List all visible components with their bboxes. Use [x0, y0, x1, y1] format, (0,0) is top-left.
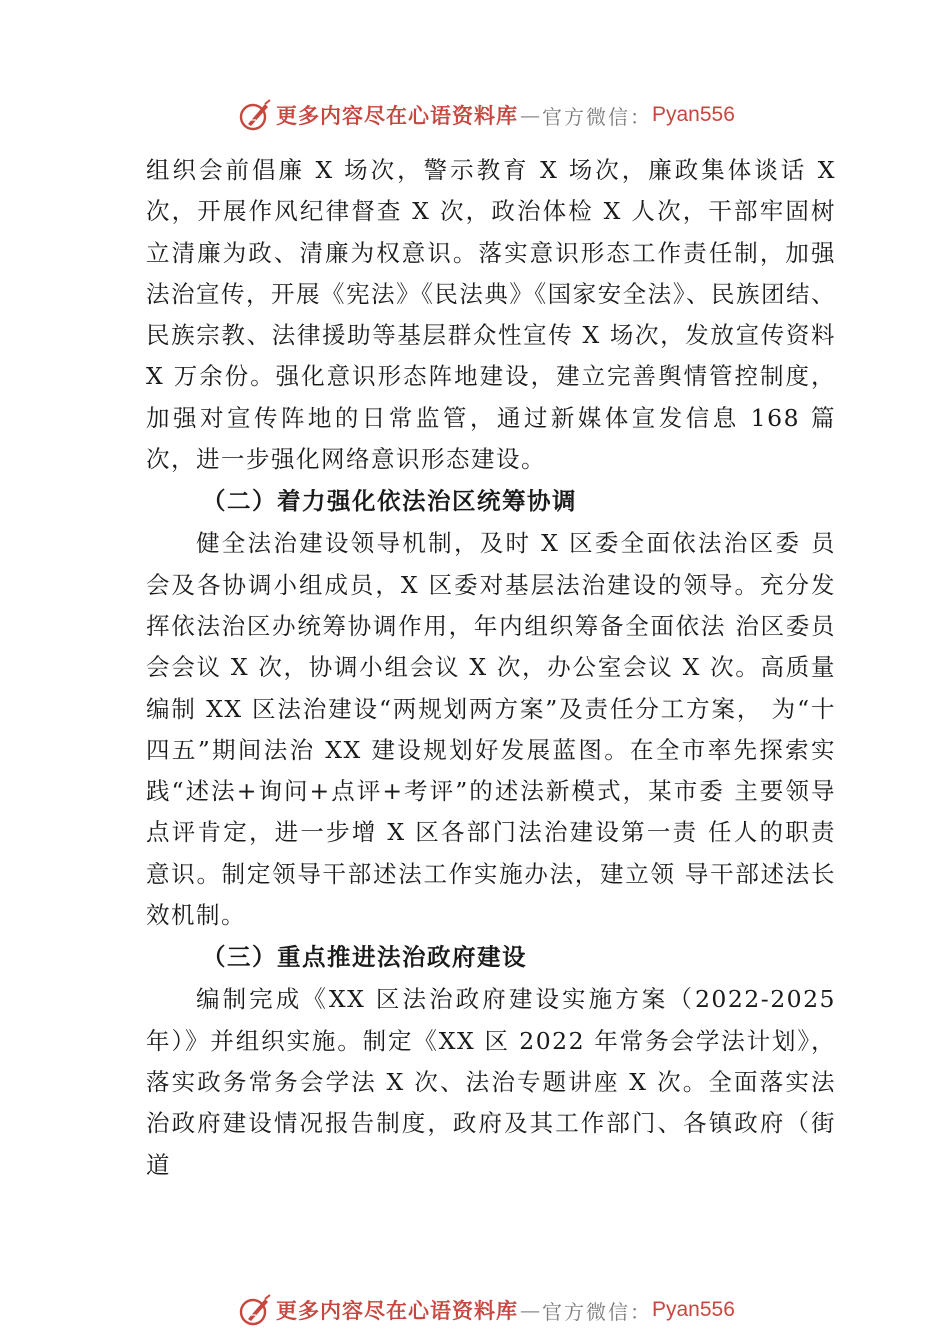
watermark-wechat-id: Pyan556 [652, 103, 735, 126]
watermark-official-label: 官方微信： [542, 104, 652, 129]
paragraph-2: 健全法治建设领导机制，及时 X 区委全面依法治区委 员会及各协调小组成员，X 区委对基层法治建设的领导。充分发挥依法治区办统筹协调作用，年内组织筹备全面依法 治区委员会会议 X 次，协调小组会议 X 次，办公室会议 X 次。高质量编制 XX 区法治建设“两规划两方案”及责任分工方案， 为“十四五”期间法治 XX 建设规划好发展蓝图。在全市率先探索实践“述法+询问+点评+考评”的述法新模式，某市委 主要领导点评肯定，进一步增 X 区各部门法治建设第一责 任人的职责意识。制定领导干部述法工作实施办法，建立领 导干部述法长效机制。 [146, 529, 836, 930]
footer-watermark [238, 1290, 735, 1330]
quill-pen-logo-icon [238, 98, 272, 132]
watermark-brand: 更多内容尽在心语资料库 [276, 103, 518, 128]
watermark-dash: — [520, 1298, 540, 1322]
section-heading-2: （二）着力强化依法治区统筹协调 [202, 487, 577, 516]
watermark-brand: 更多内容尽在心语资料库 [276, 1298, 518, 1323]
watermark-wechat-id: Pyan556 [652, 1298, 735, 1321]
paragraph-3: 编制完成《XX 区法治政府建设实施方案（2022-2025 年）》并组织实施。制定《XX 区 2022 年常务会学法计划》，落实政务常务会学法 X 次、法治专题讲座 X 次。全面落实法治政府建设情况报告制度，政府及其工作部门、各镇政府（街道 [146, 985, 836, 1179]
paragraph-1: 组织会前倡廉 X 场次，警示教育 X 场次，廉政集体谈话 X 次，开展作风纪律督查 X 次，政治体检 X 人次，干部牢固树立清廉为政、清廉为权意识。落实意识形态工作责任制，加强法治宣传，开展《宪法》《民法典》《国家安全法》、民族团结、民族宗教、法律援助等基层群众性宣传 X 场次，发放宣传资料 X 万余份。强化意识形态阵地建设，建立完善舆情管控制度，加强对宣传阵地的日常监管，通过新媒体宣发信息 168 篇次，进一步强化网络意识形态建设。 [146, 156, 836, 474]
watermark-dash: — [520, 103, 540, 127]
header-watermark [238, 95, 735, 135]
document-body [146, 150, 836, 1186]
watermark-official-label: 官方微信： [542, 1299, 652, 1324]
section-heading-3: （三）重点推进法治政府建设 [202, 943, 527, 972]
quill-pen-logo-icon [238, 1293, 272, 1327]
